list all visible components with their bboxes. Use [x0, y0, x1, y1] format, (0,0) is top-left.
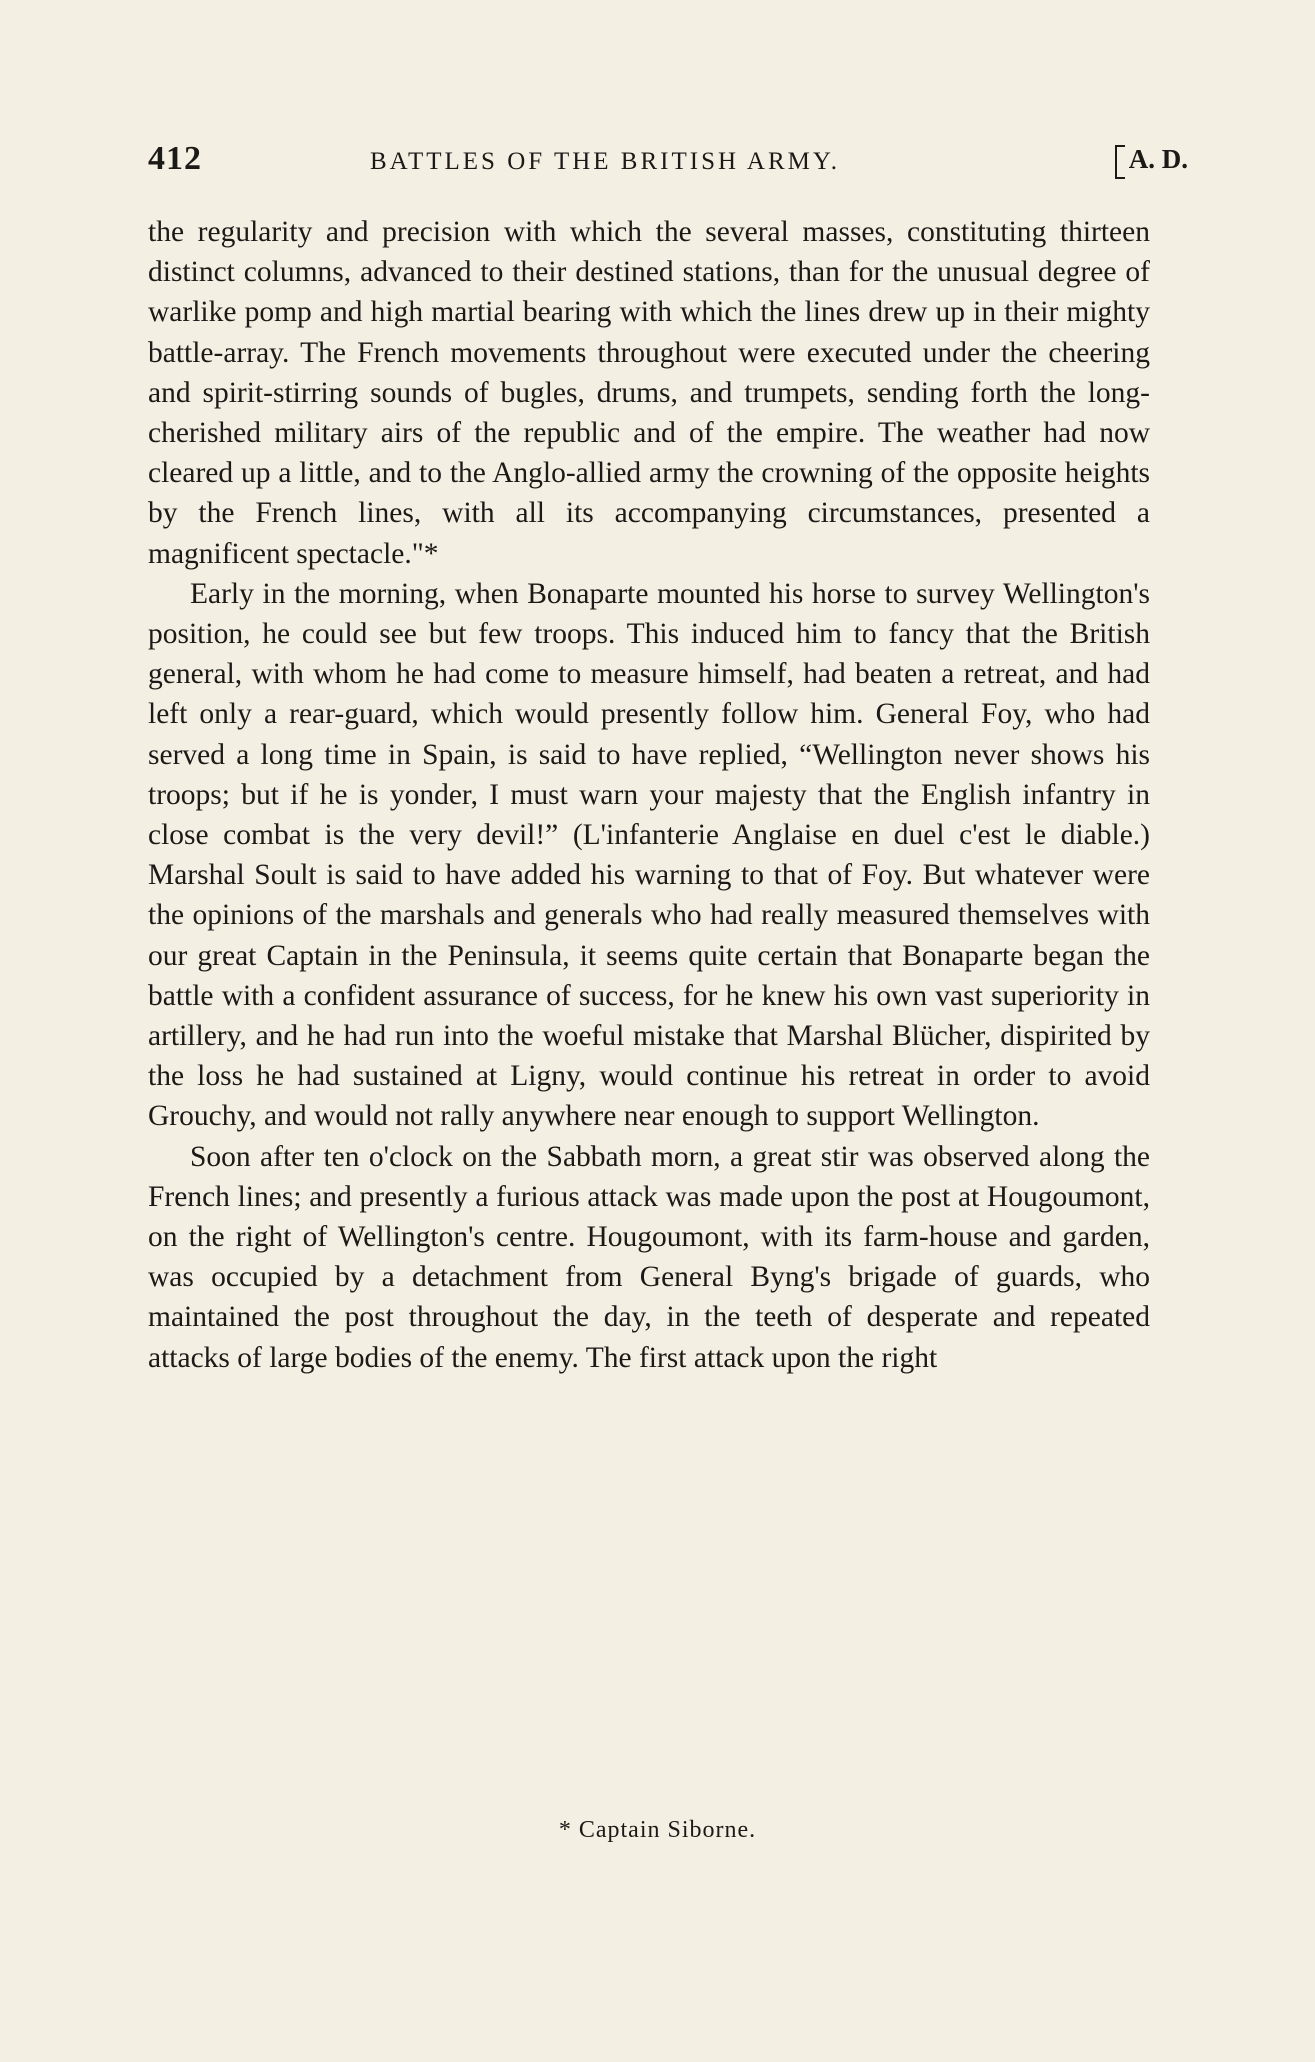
- paragraph-3: Soon after ten o'clock on the Sabbath morn, a great stir was observed along the French lines; and presently a furious attack was made upon the post at Hougoumont, on the right of Wellington's centre. Hougoumont, with its farm-house and garden, was occupied by a detachment from General Byng's brigade of guards, who maintained the post throughout the day, in the teeth of desperate and repeated attacks of large bodies of the enemy. The first attack upon the right: [148, 1140, 1150, 1374]
- date-label-text: A. D.: [1128, 144, 1188, 174]
- running-head: [148, 140, 1188, 184]
- paragraph-2: Early in the morning, when Bonaparte mounted his horse to survey Wellington's position, he could see but few troops. This induced him to fancy that the British general, with whom he had come to measure himself, had beaten a retreat, and had left only a rear-guard, which would presently follow him. General Foy, who had served a long time in Spain, is said to have replied, “Wellington never shows his troops; but if he is yonder, I must warn your majesty that the English infantry in close combat is the very devil!” (L'infanterie Anglaise en duel c'est le diable.) Marshal Soult is said to have added his warning to that of Foy. But whatever were the opinions of the marshals and generals who had really measured themselves with our great Captain in the Peninsula, it seems quite certain that Bonaparte began the battle with a confident assurance of success, for he knew his own vast superiority in artillery, and he had run into the woeful mistake that Marshal Blücher, dispirited by the loss he had sustained at Ligny, would continue his retreat in order to avoid Grouchy, and would not rally anywhere near enough to support Wellington.: [148, 577, 1150, 1133]
- paragraph-1: the regularity and precision with which the several masses, constituting thirteen distinct columns, advanced to their destined stations, than for the unusual degree of warlike pomp and high martial bearing with which the lines drew up in their mighty battle-array. The French movements throughout were executed under the cheering and spirit-stirring sounds of bugles, drums, and trumpets, sending forth the long-cherished military airs of the republic and of the empire. The weather had now cleared up a little, and to the Anglo-allied army the crowning of the opposite heights by the French lines, with all its accompanying circumstances, presented a magnificent spectacle."*: [148, 216, 1150, 570]
- running-title: BATTLES OF THE BRITISH ARMY.: [370, 148, 840, 175]
- footnote: * Captain Siborne.: [558, 1817, 757, 1843]
- bracket-icon: [1115, 145, 1125, 179]
- body-text: [148, 212, 1150, 1378]
- page-number: 412: [148, 140, 202, 177]
- date-label: [1115, 144, 1188, 179]
